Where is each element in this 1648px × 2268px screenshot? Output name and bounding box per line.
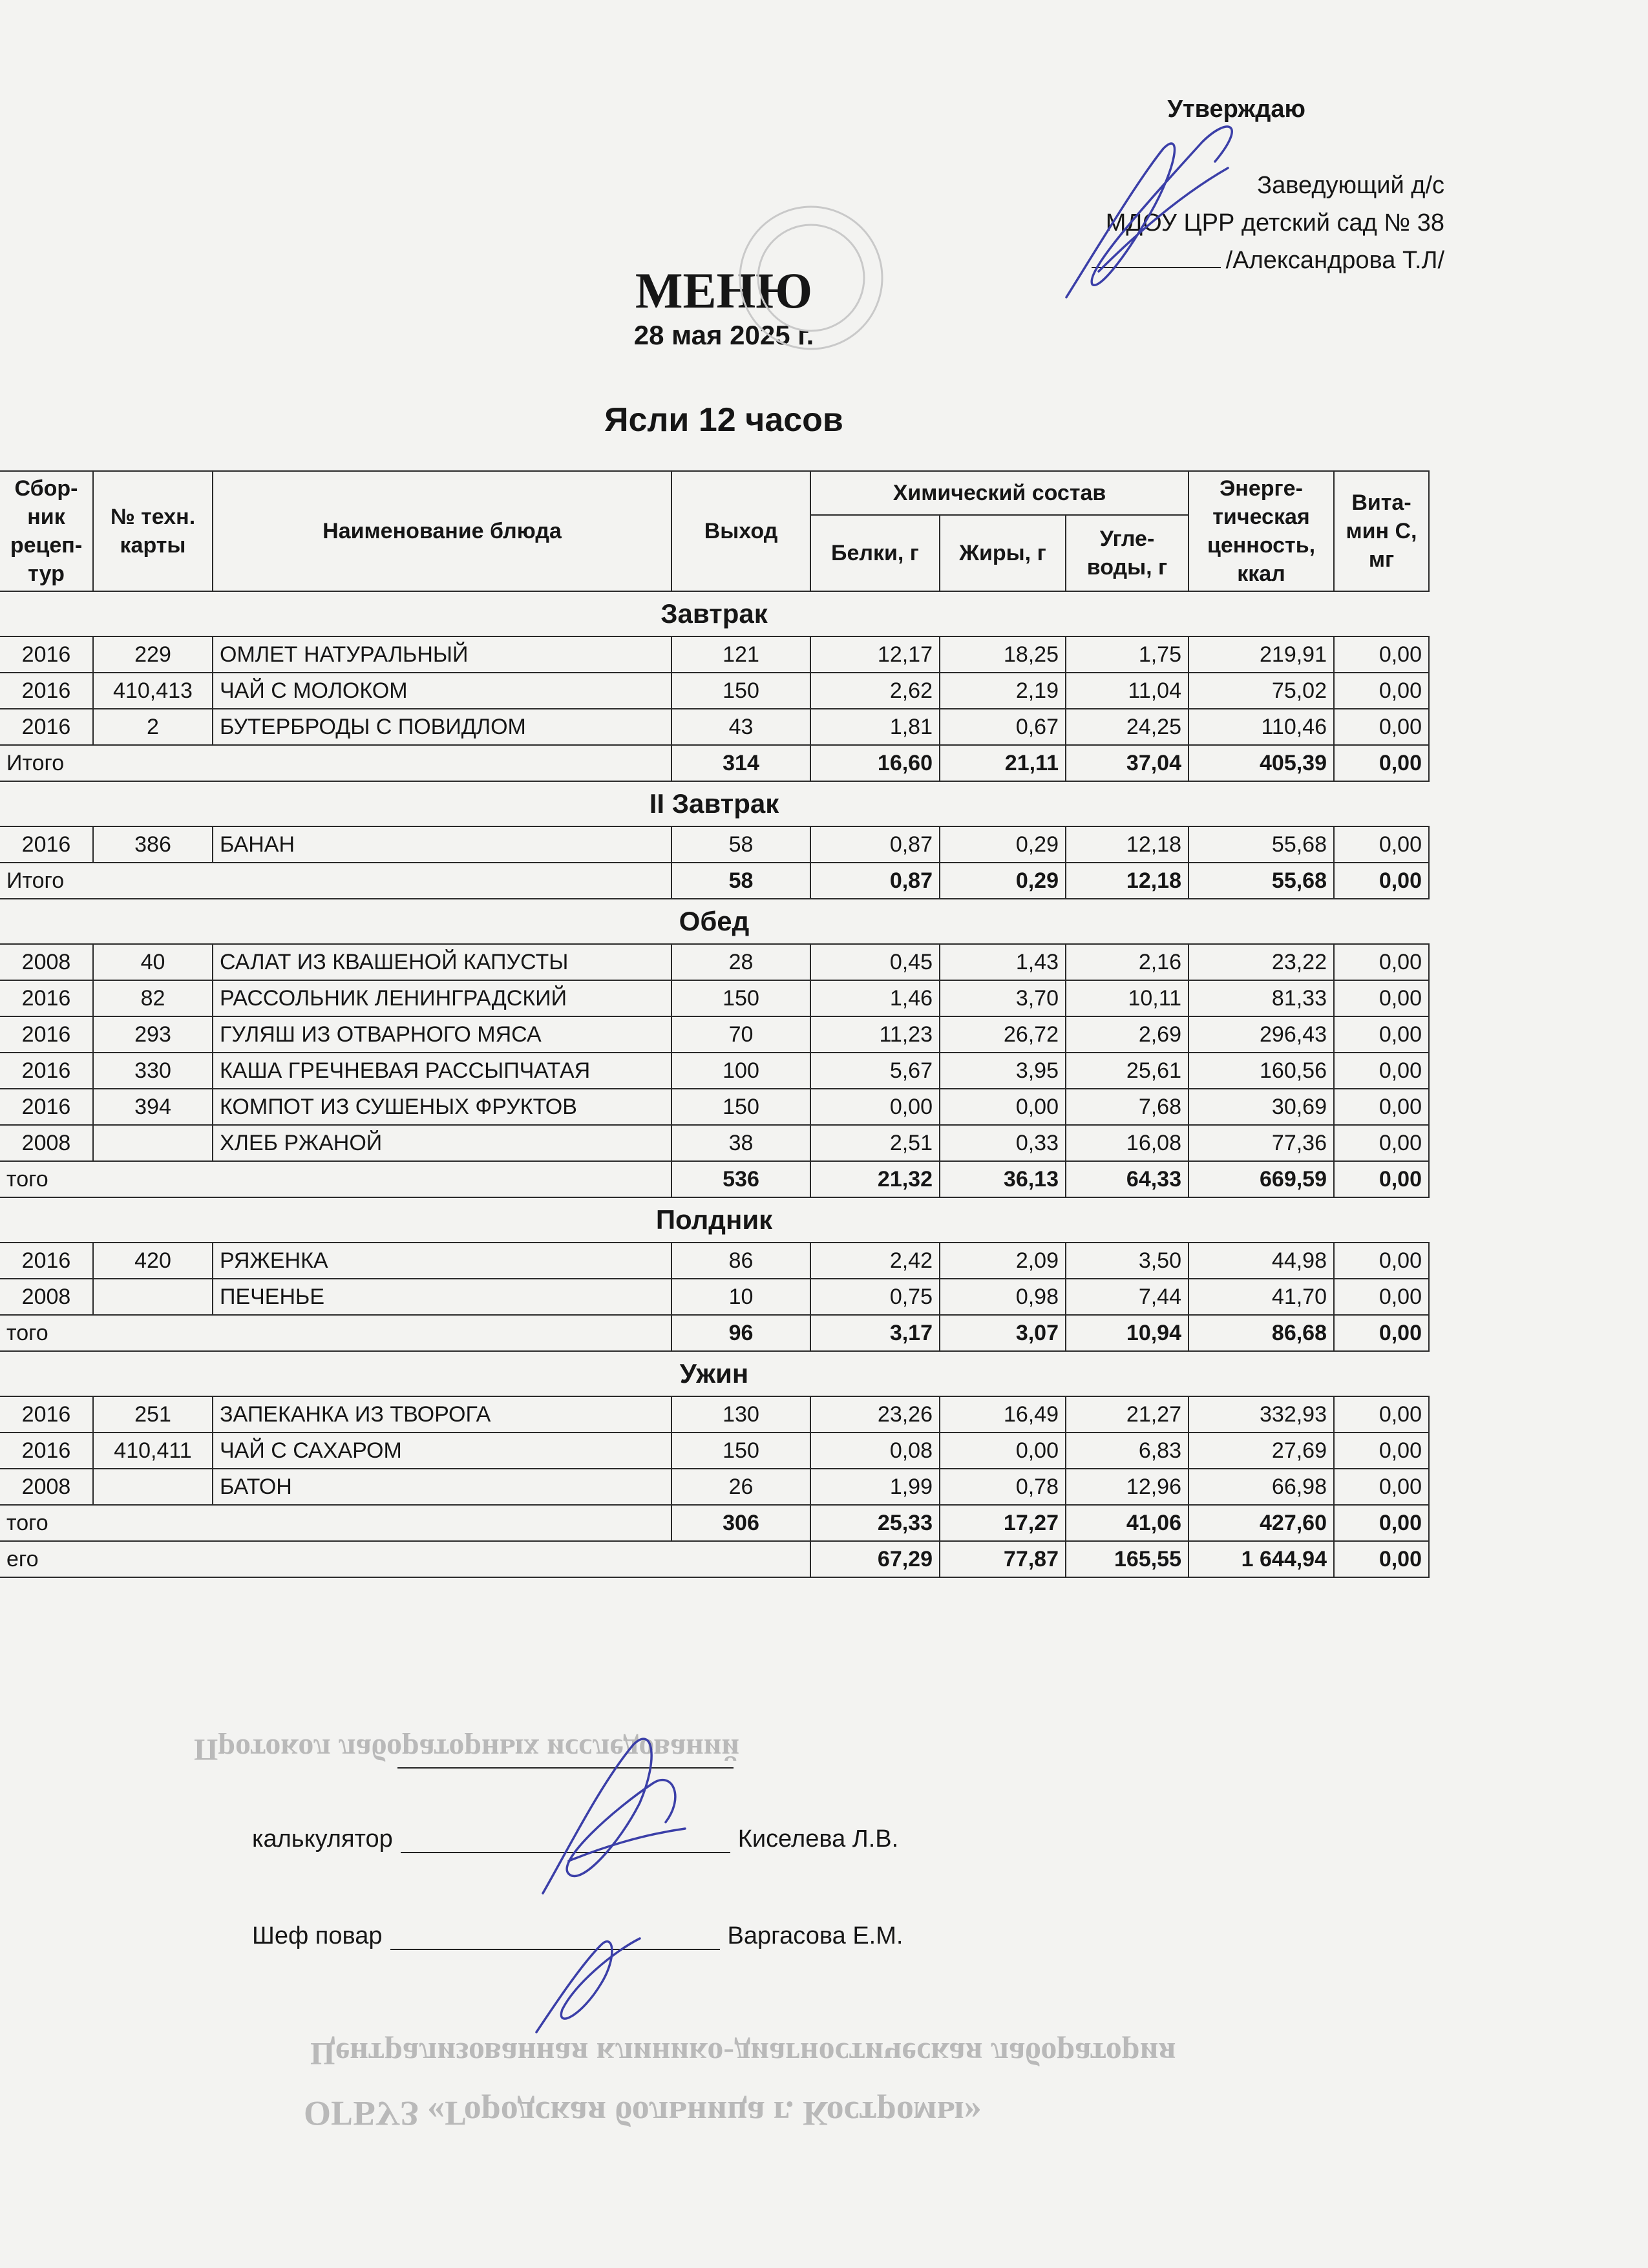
cell-vitamin-c: 0,00 xyxy=(1334,1016,1429,1053)
cell-vitamin-c: 0,00 xyxy=(1334,1125,1429,1161)
cell-vitamin-c: 0,00 xyxy=(1334,1469,1429,1505)
total-energy: 427,60 xyxy=(1188,1505,1334,1541)
cell-collection: 2016 xyxy=(0,673,93,709)
cell-energy: 332,93 xyxy=(1188,1396,1334,1433)
table-row xyxy=(0,1396,1429,1433)
cell-carbs: 1,75 xyxy=(1066,636,1188,673)
section-total-row xyxy=(0,1505,1429,1541)
section-title: Полдник xyxy=(0,1197,1429,1243)
chef-label: Шеф повар xyxy=(252,1922,383,1949)
section-title: Завтрак xyxy=(0,591,1429,636)
total-energy: 669,59 xyxy=(1188,1161,1334,1197)
cell-dish-name: РЯЖЕНКА xyxy=(213,1243,671,1279)
section-total-row xyxy=(0,863,1429,899)
table-row xyxy=(0,709,1429,745)
cell-fat: 0,33 xyxy=(940,1125,1066,1161)
approval-heading: Утверждаю xyxy=(1167,96,1305,123)
cell-vitamin-c: 0,00 xyxy=(1334,1089,1429,1125)
cell-collection: 2016 xyxy=(0,709,93,745)
cell-dish-name: КАША ГРЕЧНЕВАЯ РАССЫПЧАТАЯ xyxy=(213,1053,671,1089)
cell-protein: 12,17 xyxy=(810,636,940,673)
bleed-through-text: Централизованная клинико-диагностическая лаборатория xyxy=(310,2036,1176,2072)
col-protein: Белки, г xyxy=(810,515,940,591)
col-carbs: Угле-воды, г xyxy=(1066,515,1188,591)
cell-carbs: 6,83 xyxy=(1066,1433,1188,1469)
col-card: № техн. карты xyxy=(93,471,213,591)
cell-protein: 1,81 xyxy=(810,709,940,745)
total-yield: 58 xyxy=(671,863,810,899)
cell-collection: 2008 xyxy=(0,1279,93,1315)
cell-yield: 86 xyxy=(671,1243,810,1279)
cell-protein: 2,62 xyxy=(810,673,940,709)
total-vitamin-c: 0,00 xyxy=(1334,863,1429,899)
cell-dish-name: ПЕЧЕНЬЕ xyxy=(213,1279,671,1315)
total-energy: 86,68 xyxy=(1188,1315,1334,1351)
total-fat: 17,27 xyxy=(940,1505,1066,1541)
section-title: Обед xyxy=(0,899,1429,944)
grand-total-row xyxy=(0,1541,1429,1577)
group-title: Ясли 12 часов xyxy=(604,401,843,439)
approval-position: Заведующий д/с xyxy=(1257,172,1444,199)
total-carbs: 64,33 xyxy=(1066,1161,1188,1197)
cell-dish-name: КОМПОТ ИЗ СУШЕНЫХ ФРУКТОВ xyxy=(213,1089,671,1125)
col-energy: Энерге-тическая ценность, ккал xyxy=(1188,471,1334,591)
cell-carbs: 25,61 xyxy=(1066,1053,1188,1089)
cell-vitamin-c: 0,00 xyxy=(1334,944,1429,980)
cell-dish-name: ЧАЙ С САХАРОМ xyxy=(213,1433,671,1469)
total-label: Итого xyxy=(0,863,671,899)
total-label: того xyxy=(0,1505,671,1541)
document-title: МЕНЮ xyxy=(635,262,813,319)
cell-fat: 0,98 xyxy=(940,1279,1066,1315)
cell-protein: 0,87 xyxy=(810,826,940,863)
cell-energy: 296,43 xyxy=(1188,1016,1334,1053)
table-row xyxy=(0,1089,1429,1125)
total-fat: 36,13 xyxy=(940,1161,1066,1197)
cell-carbs: 7,44 xyxy=(1066,1279,1188,1315)
cell-yield: 121 xyxy=(671,636,810,673)
table-row xyxy=(0,673,1429,709)
calculator-label: калькулятор xyxy=(252,1825,393,1853)
cell-protein: 5,67 xyxy=(810,1053,940,1089)
total-protein: 16,60 xyxy=(810,745,940,781)
cell-card: 410,411 xyxy=(93,1433,213,1469)
cell-dish-name: БАТОН xyxy=(213,1469,671,1505)
cell-yield: 43 xyxy=(671,709,810,745)
cell-carbs: 10,11 xyxy=(1066,980,1188,1016)
table-row xyxy=(0,980,1429,1016)
cell-fat: 0,00 xyxy=(940,1433,1066,1469)
cell-vitamin-c: 0,00 xyxy=(1334,1433,1429,1469)
total-protein: 21,32 xyxy=(810,1161,940,1197)
cell-yield: 28 xyxy=(671,944,810,980)
total-protein: 0,87 xyxy=(810,863,940,899)
cell-yield: 150 xyxy=(671,673,810,709)
cell-yield: 70 xyxy=(671,1016,810,1053)
cell-dish-name: ОМЛЕТ НАТУРАЛЬНЫЙ xyxy=(213,636,671,673)
table-row xyxy=(0,1469,1429,1505)
total-label: того xyxy=(0,1161,671,1197)
total-vitamin-c: 0,00 xyxy=(1334,1315,1429,1351)
total-carbs: 10,94 xyxy=(1066,1315,1188,1351)
section-header xyxy=(0,781,1429,826)
calculator-name: Киселева Л.В. xyxy=(737,1825,899,1853)
total-vitamin-c: 0,00 xyxy=(1334,1505,1429,1541)
cell-collection: 2016 xyxy=(0,1089,93,1125)
cell-dish-name: РАССОЛЬНИК ЛЕНИНГРАДСКИЙ xyxy=(213,980,671,1016)
cell-protein: 0,45 xyxy=(810,944,940,980)
section-header xyxy=(0,1351,1429,1396)
table-row xyxy=(0,1279,1429,1315)
cell-card: 394 xyxy=(93,1089,213,1125)
section-header xyxy=(0,1197,1429,1243)
section-title: Ужин xyxy=(0,1351,1429,1396)
cell-energy: 27,69 xyxy=(1188,1433,1334,1469)
cell-protein: 2,51 xyxy=(810,1125,940,1161)
section-header xyxy=(0,591,1429,636)
table-row xyxy=(0,636,1429,673)
approval-name: /Александрова Т.Л/ xyxy=(1225,247,1444,274)
cell-carbs: 11,04 xyxy=(1066,673,1188,709)
cell-energy: 55,68 xyxy=(1188,826,1334,863)
col-collection: Сбор-ник рецеп-тур xyxy=(0,471,93,591)
cell-card: 251 xyxy=(93,1396,213,1433)
cell-carbs: 24,25 xyxy=(1066,709,1188,745)
cell-carbs: 16,08 xyxy=(1066,1125,1188,1161)
cell-card: 293 xyxy=(93,1016,213,1053)
section-title: II Завтрак xyxy=(0,781,1429,826)
col-yield: Выход xyxy=(671,471,810,591)
cell-protein: 0,08 xyxy=(810,1433,940,1469)
cell-yield: 38 xyxy=(671,1125,810,1161)
cell-energy: 66,98 xyxy=(1188,1469,1334,1505)
cell-yield: 150 xyxy=(671,980,810,1016)
cell-yield: 150 xyxy=(671,1433,810,1469)
cell-yield: 100 xyxy=(671,1053,810,1089)
cell-dish-name: ХЛЕБ РЖАНОЙ xyxy=(213,1125,671,1161)
bleed-through-text: ОГБУЗ «Городская больница г. Костромы» xyxy=(304,2094,982,2133)
cell-protein: 0,75 xyxy=(810,1279,940,1315)
cell-collection: 2008 xyxy=(0,1469,93,1505)
section-header xyxy=(0,899,1429,944)
cell-carbs: 7,68 xyxy=(1066,1089,1188,1125)
table-row xyxy=(0,1243,1429,1279)
table-row xyxy=(0,944,1429,980)
cell-card: 410,413 xyxy=(93,673,213,709)
cell-collection: 2016 xyxy=(0,1016,93,1053)
col-chem: Химический состав xyxy=(810,471,1188,515)
total-protein: 3,17 xyxy=(810,1315,940,1351)
cell-carbs: 21,27 xyxy=(1066,1396,1188,1433)
section-total-row xyxy=(0,1315,1429,1351)
total-label: того xyxy=(0,1315,671,1351)
cell-carbs: 3,50 xyxy=(1066,1243,1188,1279)
cell-energy: 81,33 xyxy=(1188,980,1334,1016)
table-row xyxy=(0,1125,1429,1161)
cell-vitamin-c: 0,00 xyxy=(1334,1243,1429,1279)
cell-vitamin-c: 0,00 xyxy=(1334,636,1429,673)
cell-dish-name: ГУЛЯШ ИЗ ОТВАРНОГО МЯСА xyxy=(213,1016,671,1053)
cell-vitamin-c: 0,00 xyxy=(1334,1053,1429,1089)
cell-card: 420 xyxy=(93,1243,213,1279)
total-energy: 55,68 xyxy=(1188,863,1334,899)
total-yield: 306 xyxy=(671,1505,810,1541)
cell-dish-name: БАНАН xyxy=(213,826,671,863)
cell-carbs: 2,16 xyxy=(1066,944,1188,980)
cell-card: 386 xyxy=(93,826,213,863)
cell-fat: 3,70 xyxy=(940,980,1066,1016)
cell-fat: 3,95 xyxy=(940,1053,1066,1089)
grand-total-label: его xyxy=(0,1541,810,1577)
approval-organization: МДОУ ЦРР детский сад № 38 xyxy=(1105,209,1444,236)
cell-vitamin-c: 0,00 xyxy=(1334,826,1429,863)
chef-signature-ink xyxy=(536,1938,640,2032)
cell-collection: 2016 xyxy=(0,1243,93,1279)
cell-carbs: 2,69 xyxy=(1066,1016,1188,1053)
cell-dish-name: БУТЕРБРОДЫ С ПОВИДЛОМ xyxy=(213,709,671,745)
cell-fat: 2,19 xyxy=(940,673,1066,709)
total-fat: 0,29 xyxy=(940,863,1066,899)
cell-card xyxy=(93,1469,213,1505)
cell-energy: 23,22 xyxy=(1188,944,1334,980)
cell-protein: 11,23 xyxy=(810,1016,940,1053)
total-carbs: 41,06 xyxy=(1066,1505,1188,1541)
cell-energy: 44,98 xyxy=(1188,1243,1334,1279)
table-row xyxy=(0,1433,1429,1469)
table-row xyxy=(0,1053,1429,1089)
chef-name: Варгасова Е.М. xyxy=(727,1922,903,1949)
cell-fat: 0,78 xyxy=(940,1469,1066,1505)
cell-yield: 58 xyxy=(671,826,810,863)
cell-card: 229 xyxy=(93,636,213,673)
cell-vitamin-c: 0,00 xyxy=(1334,709,1429,745)
cell-fat: 0,29 xyxy=(940,826,1066,863)
menu-table xyxy=(0,470,1430,1578)
total-vitamin-c: 0,00 xyxy=(1334,1161,1429,1197)
cell-collection: 2016 xyxy=(0,636,93,673)
cell-collection: 2016 xyxy=(0,980,93,1016)
cell-energy: 160,56 xyxy=(1188,1053,1334,1089)
table-row xyxy=(0,826,1429,863)
cell-collection: 2016 xyxy=(0,1396,93,1433)
signature-top-line xyxy=(397,1767,734,1769)
cell-yield: 150 xyxy=(671,1089,810,1125)
cell-carbs: 12,18 xyxy=(1066,826,1188,863)
grand-total-vitamin-c: 0,00 xyxy=(1334,1541,1429,1577)
cell-card: 82 xyxy=(93,980,213,1016)
cell-fat: 0,00 xyxy=(940,1089,1066,1125)
cell-card: 330 xyxy=(93,1053,213,1089)
total-yield: 314 xyxy=(671,745,810,781)
grand-total-energy: 1 644,94 xyxy=(1188,1541,1334,1577)
cell-collection: 2016 xyxy=(0,826,93,863)
cell-protein: 1,46 xyxy=(810,980,940,1016)
cell-collection: 2016 xyxy=(0,1433,93,1469)
grand-total-carbs: 165,55 xyxy=(1066,1541,1188,1577)
total-carbs: 37,04 xyxy=(1066,745,1188,781)
cell-vitamin-c: 0,00 xyxy=(1334,1396,1429,1433)
total-carbs: 12,18 xyxy=(1066,863,1188,899)
cell-collection: 2008 xyxy=(0,1125,93,1161)
grand-total-fat: 77,87 xyxy=(940,1541,1066,1577)
total-energy: 405,39 xyxy=(1188,745,1334,781)
cell-dish-name: ЗАПЕКАНКА ИЗ ТВОРОГА xyxy=(213,1396,671,1433)
cell-protein: 23,26 xyxy=(810,1396,940,1433)
cell-energy: 219,91 xyxy=(1188,636,1334,673)
cell-vitamin-c: 0,00 xyxy=(1334,1279,1429,1315)
cell-energy: 30,69 xyxy=(1188,1089,1334,1125)
cell-yield: 130 xyxy=(671,1396,810,1433)
total-protein: 25,33 xyxy=(810,1505,940,1541)
total-vitamin-c: 0,00 xyxy=(1334,745,1429,781)
cell-protein: 0,00 xyxy=(810,1089,940,1125)
cell-card: 40 xyxy=(93,944,213,980)
chef-signature xyxy=(252,1922,903,1950)
total-fat: 3,07 xyxy=(940,1315,1066,1351)
document-date: 28 мая 2025 г. xyxy=(633,320,814,350)
cell-energy: 110,46 xyxy=(1188,709,1334,745)
grand-total-protein: 67,29 xyxy=(810,1541,940,1577)
table-row xyxy=(0,1016,1429,1053)
cell-fat: 18,25 xyxy=(940,636,1066,673)
cell-yield: 26 xyxy=(671,1469,810,1505)
cell-energy: 75,02 xyxy=(1188,673,1334,709)
cell-yield: 10 xyxy=(671,1279,810,1315)
total-yield: 536 xyxy=(671,1161,810,1197)
cell-dish-name: САЛАТ ИЗ КВАШЕНОЙ КАПУСТЫ xyxy=(213,944,671,980)
total-fat: 21,11 xyxy=(940,745,1066,781)
cell-fat: 1,43 xyxy=(940,944,1066,980)
cell-dish-name: ЧАЙ С МОЛОКОМ xyxy=(213,673,671,709)
cell-card xyxy=(93,1279,213,1315)
cell-collection: 2008 xyxy=(0,944,93,980)
cell-carbs: 12,96 xyxy=(1066,1469,1188,1505)
cell-fat: 2,09 xyxy=(940,1243,1066,1279)
cell-vitamin-c: 0,00 xyxy=(1334,673,1429,709)
calculator-signature xyxy=(252,1825,898,1853)
cell-collection: 2016 xyxy=(0,1053,93,1089)
col-vitc: Вита-мин С, мг xyxy=(1334,471,1429,591)
approval-block xyxy=(1092,90,1444,279)
cell-fat: 26,72 xyxy=(940,1016,1066,1053)
cell-protein: 2,42 xyxy=(810,1243,940,1279)
cell-energy: 41,70 xyxy=(1188,1279,1334,1315)
cell-fat: 0,67 xyxy=(940,709,1066,745)
cell-energy: 77,36 xyxy=(1188,1125,1334,1161)
section-total-row xyxy=(0,1161,1429,1197)
total-yield: 96 xyxy=(671,1315,810,1351)
bleed-through-text: Протокол лабораторных исследований xyxy=(194,1732,740,1767)
cell-card xyxy=(93,1125,213,1161)
cell-protein: 1,99 xyxy=(810,1469,940,1505)
cell-fat: 16,49 xyxy=(940,1396,1066,1433)
col-dish: Наименование блюда xyxy=(213,471,671,591)
menu-table-body xyxy=(0,591,1429,1577)
col-fat: Жиры, г xyxy=(940,515,1066,591)
section-total-row xyxy=(0,745,1429,781)
cell-card: 2 xyxy=(93,709,213,745)
total-label: Итого xyxy=(0,745,671,781)
cell-vitamin-c: 0,00 xyxy=(1334,980,1429,1016)
